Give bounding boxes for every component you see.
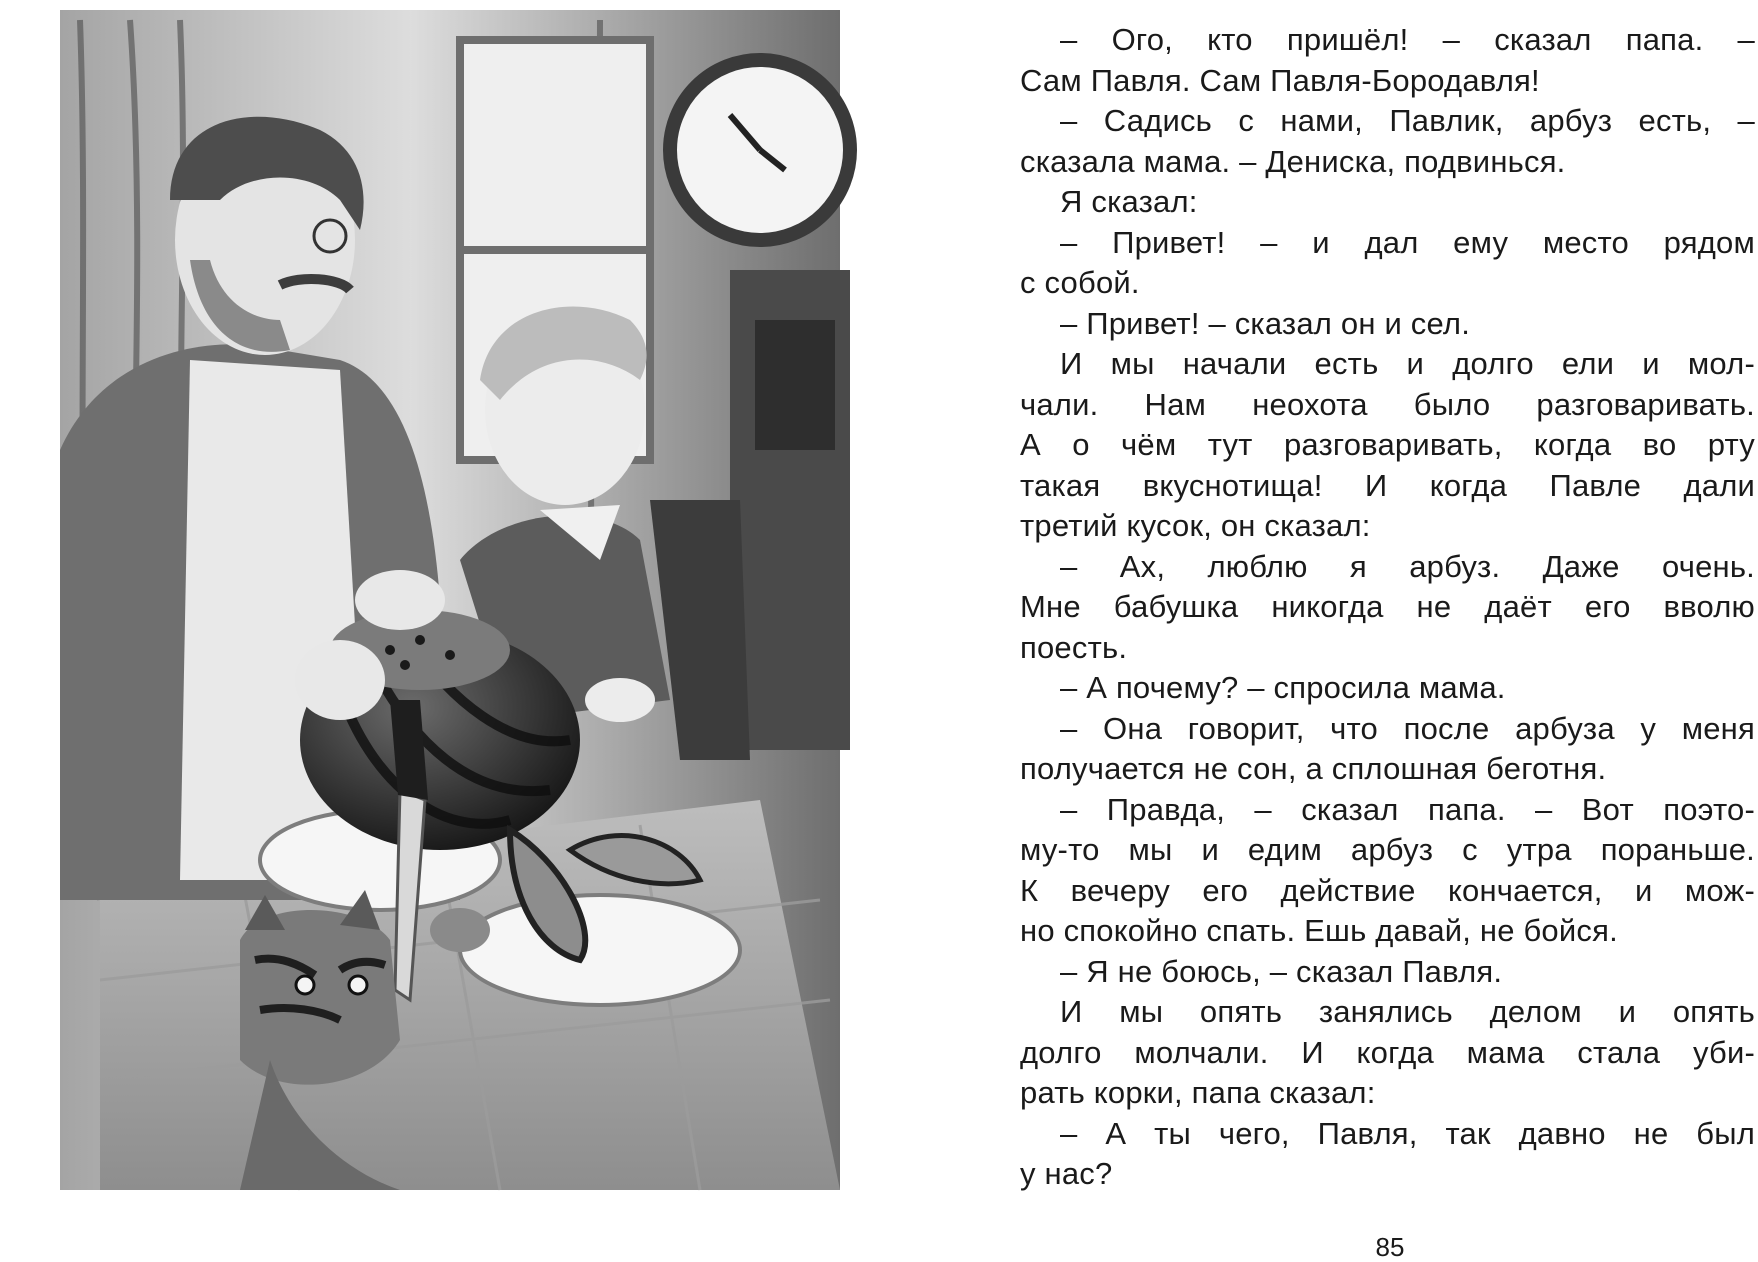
text-line: долго молчали. И когда мама стала уби- (1020, 1034, 1755, 1070)
text-line: – Правда, – сказал папа. – Вот поэто- (1060, 791, 1755, 827)
text-line: такая вкуснотища! И когда Павле дали (1020, 467, 1755, 503)
text-line: И мы опять занялись делом и опять (1060, 994, 1755, 1029)
text-line: – Она говорит, что после арбуза у меня (1060, 710, 1755, 746)
text-line: рать корки, папа сказал: (1020, 1075, 1376, 1110)
illustration-svg (40, 0, 860, 1200)
text-line: Сам Павля. Сам Павля-Бородавля! (1020, 62, 1540, 98)
text-line: сказала мама. – Дениска, подвинься. (1020, 143, 1566, 179)
text-line: А о чём тут разговаривать, когда во рту (1020, 427, 1755, 462)
text-line: – Ого, кто пришёл! – сказал папа. – (1060, 22, 1755, 57)
text-line: с собой. (1020, 265, 1140, 300)
text-line: чали. Нам неохота было разговаривать. (1020, 386, 1755, 422)
page-number: 85 (1375, 1232, 1405, 1262)
text-line: К вечеру его действие кончается, и мож- (1020, 872, 1755, 908)
text-line: получается не сон, а сплошная беготня. (1020, 751, 1607, 786)
page-text (1020, 20, 1755, 1195)
text-line: поесть. (1020, 629, 1128, 665)
text-line: – Я не боюсь, – сказал Павля. (1060, 953, 1503, 989)
text-line: – Привет! – и дал ему место рядом (1060, 224, 1755, 260)
text-line: Я сказал: (1060, 184, 1198, 219)
text-line: Мне бабушка никогда не даёт его вволю (1020, 589, 1755, 624)
text-line: третий кусок, он сказал: (1020, 508, 1371, 543)
watermelon-scene-illustration (40, 0, 860, 1200)
text-line: му-то мы и едим арбуз с утра пораньше. (1020, 832, 1755, 867)
text-line: – Садись с нами, Павлик, арбуз есть, – (1060, 103, 1755, 138)
plate-right (460, 895, 740, 1005)
text-line: но спокойно спать. Ешь давай, не бойся. (1020, 913, 1618, 948)
text-line: – Привет! – сказал он и сел. (1060, 305, 1471, 341)
text-line: – Ах, люблю я арбуз. Даже очень. (1060, 548, 1755, 584)
text-line: – А почему? – спросила мама. (1060, 670, 1506, 705)
text-line: у нас? (1020, 1156, 1113, 1191)
text-line: И мы начали есть и долго ели и мол- (1060, 346, 1755, 381)
text-line: – А ты чего, Павля, так давно не был (1060, 1115, 1755, 1151)
